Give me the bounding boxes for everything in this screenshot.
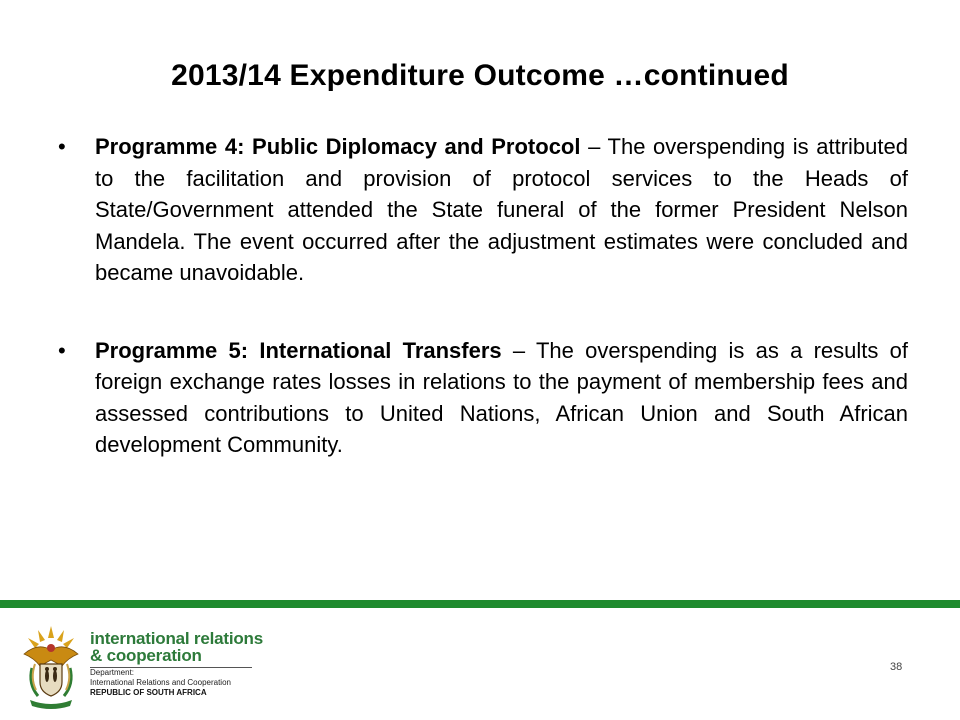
org-name-line-1: international relations [90,629,263,648]
bullet-heading: Programme 5: International Transfers [95,337,502,363]
organization-name [90,630,290,698]
org-name-line-2: & cooperation [90,646,202,665]
bullet-text: – The overspending is as a results of foreign exchange rates losses in relations to the payment of membership fees and assessed contributions to United Nations, African Union and South African development Community. [95,337,909,457]
department-label: Department: [90,668,135,677]
department-logo [18,624,288,710]
department-name: International Relations and Cooperation [90,678,231,687]
coat-of-arms-icon [18,624,84,710]
footer-divider-bar [0,600,960,608]
bullet-item [58,335,908,461]
country-name: REPUBLIC OF SOUTH AFRICA [90,688,207,697]
bullet-marker: • [58,337,66,363]
page-number: 38 [890,661,903,673]
bullet-list [58,131,908,461]
bullet-marker: • [58,134,66,159]
footer [0,608,960,720]
bullet-heading: Programme 4: Public Diplomacy and Protocol [95,134,581,159]
bullet-text: – The overspending is attributed to the facilitation and provision of protocol services to the Heads of State/Government attended the State funeral of the former President Nelson Mandela. The event occurred after the adjustment estimates were concluded and became unavoidable. [95,134,908,285]
slide-title: 2013/14 Expenditure Outcome …continued [171,59,789,92]
bullet-item [58,131,908,289]
